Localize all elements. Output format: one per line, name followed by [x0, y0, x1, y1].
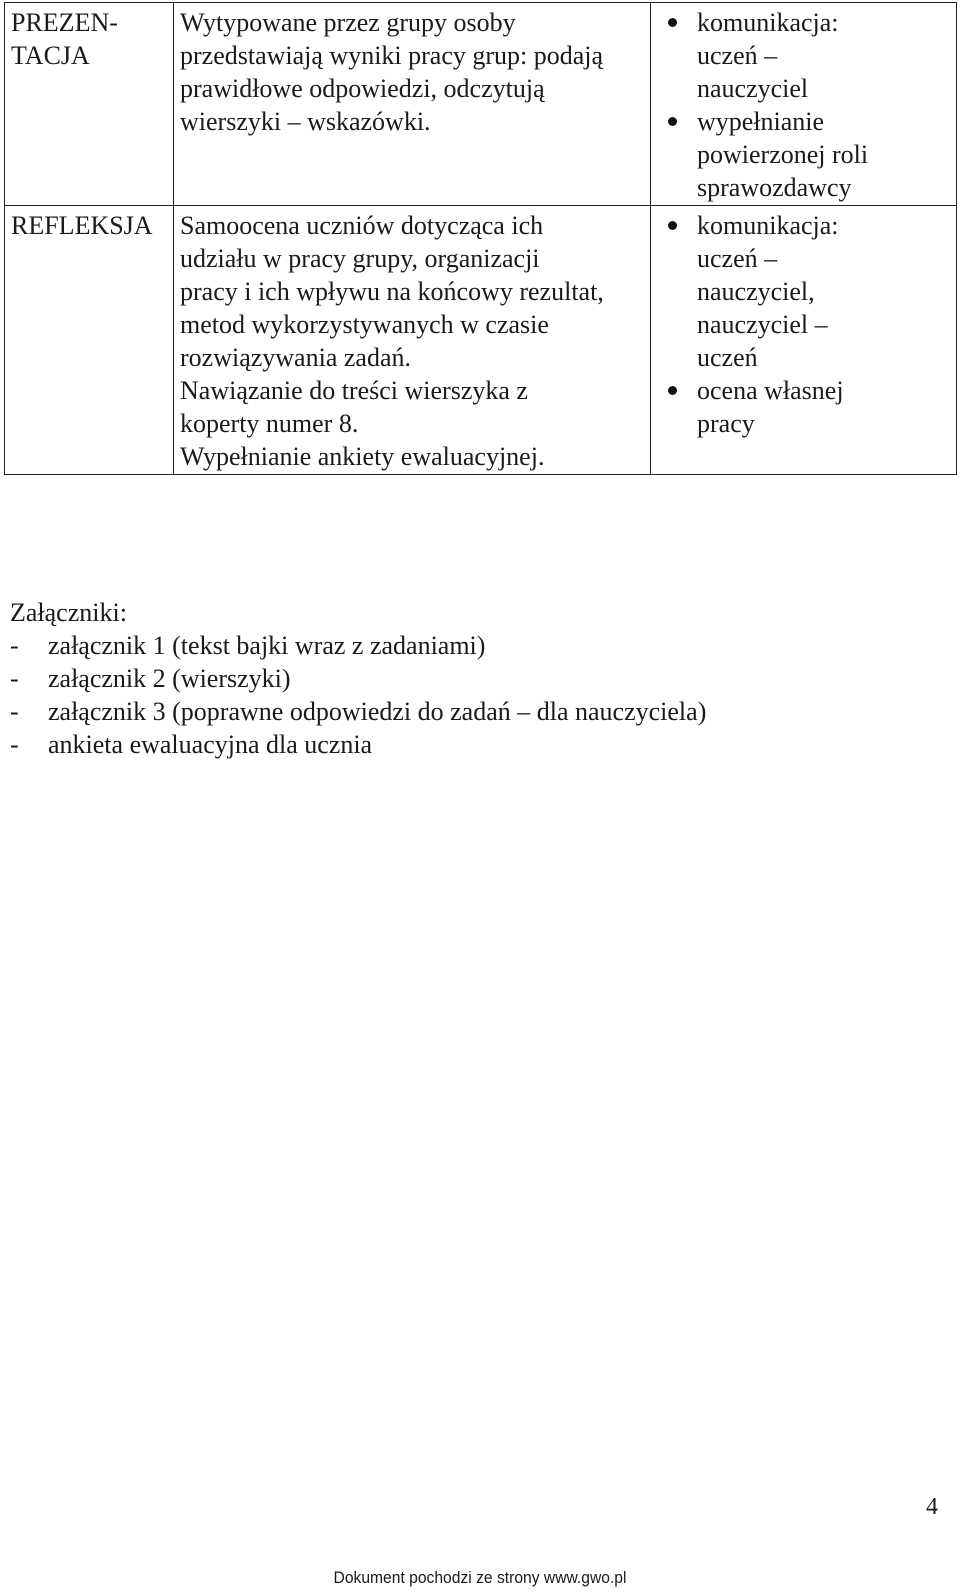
description-line: wierszyki – wskazówki.: [180, 107, 431, 136]
skill-line: powierzonej roli: [697, 140, 869, 169]
skill-item: [657, 6, 956, 105]
skill-item: [657, 374, 956, 440]
skill-line: uczeń –: [697, 41, 778, 70]
skill-line: wypełnianie: [697, 107, 825, 136]
skill-line: pracy: [697, 409, 755, 438]
stage-label: REFLEKSJA: [11, 211, 153, 240]
description-line: koperty numer 8.: [180, 409, 359, 438]
description-line: Samoocena uczniów dotycząca ich: [180, 211, 544, 240]
skill-line: uczeń –: [697, 244, 778, 273]
description-line: Wypełnianie ankiety ewaluacyjnej.: [180, 442, 545, 471]
description-line: udziału w pracy grupy, organizacji: [180, 244, 540, 273]
footer-source: Dokument pochodzi ze strony www.gwo.pl: [333, 1568, 627, 1587]
skill-line: komunikacja:: [697, 211, 839, 240]
description-line: metod wykorzystywanych w czasie: [180, 310, 549, 339]
stage-cell: [5, 206, 174, 475]
attachment-text: załącznik 1 (tekst bajki wraz z zadaniami): [48, 631, 486, 660]
skill-line: nauczyciel,: [697, 277, 815, 306]
description-line: prawidłowe odpowiedzi, odczytują: [180, 74, 545, 103]
skills-list: [657, 209, 956, 440]
table-row-refleksja: [5, 206, 957, 475]
description-line: Nawiązanie do treści wierszyka z: [180, 376, 528, 405]
skill-item: [657, 105, 956, 204]
skills-list: [657, 6, 956, 204]
skill-line: sprawozdawcy: [697, 173, 852, 202]
stage-label: TACJA: [11, 41, 90, 70]
description-line: przedstawiają wyniki pracy grup: podają: [180, 41, 604, 70]
lesson-plan-table: [4, 2, 957, 475]
attachments-title: Załączniki:: [10, 598, 127, 627]
description-cell: [174, 3, 651, 206]
description-line: pracy i ich wpływu na końcowy rezultat,: [180, 277, 604, 306]
attachment-item: - załącznik 2 (wierszyki): [10, 664, 291, 693]
skill-line: nauczyciel: [697, 74, 809, 103]
skill-item: [657, 209, 956, 374]
attachment-text: załącznik 3 (poprawne odpowiedzi do zadań – dla nauczyciela): [48, 697, 707, 726]
description-line: Wytypowane przez grupy osoby: [180, 8, 516, 37]
description-cell: [174, 206, 651, 475]
attachments-section: [10, 596, 706, 761]
skill-line: ocena własnej: [697, 376, 844, 405]
skills-cell: [651, 206, 957, 475]
skill-line: komunikacja:: [697, 8, 839, 37]
page-number: 4: [926, 1494, 938, 1520]
stage-label: PREZEN-: [11, 8, 118, 37]
attachment-text: ankieta ewaluacyjna dla ucznia: [48, 730, 373, 759]
attachment-item: - załącznik 3 (poprawne odpowiedzi do zadań – dla nauczyciela): [10, 697, 707, 726]
table-row-prezentacja: [5, 3, 957, 206]
skills-cell: [651, 3, 957, 206]
stage-cell: [5, 3, 174, 206]
skill-line: nauczyciel –: [697, 310, 828, 339]
attachment-text: załącznik 2 (wierszyki): [48, 664, 291, 693]
skill-line: uczeń: [697, 343, 758, 372]
description-line: rozwiązywania zadań.: [180, 343, 411, 372]
attachment-item: - ankieta ewaluacyjna dla ucznia: [10, 730, 373, 759]
attachment-item: - załącznik 1 (tekst bajki wraz z zadaniami): [10, 631, 486, 660]
